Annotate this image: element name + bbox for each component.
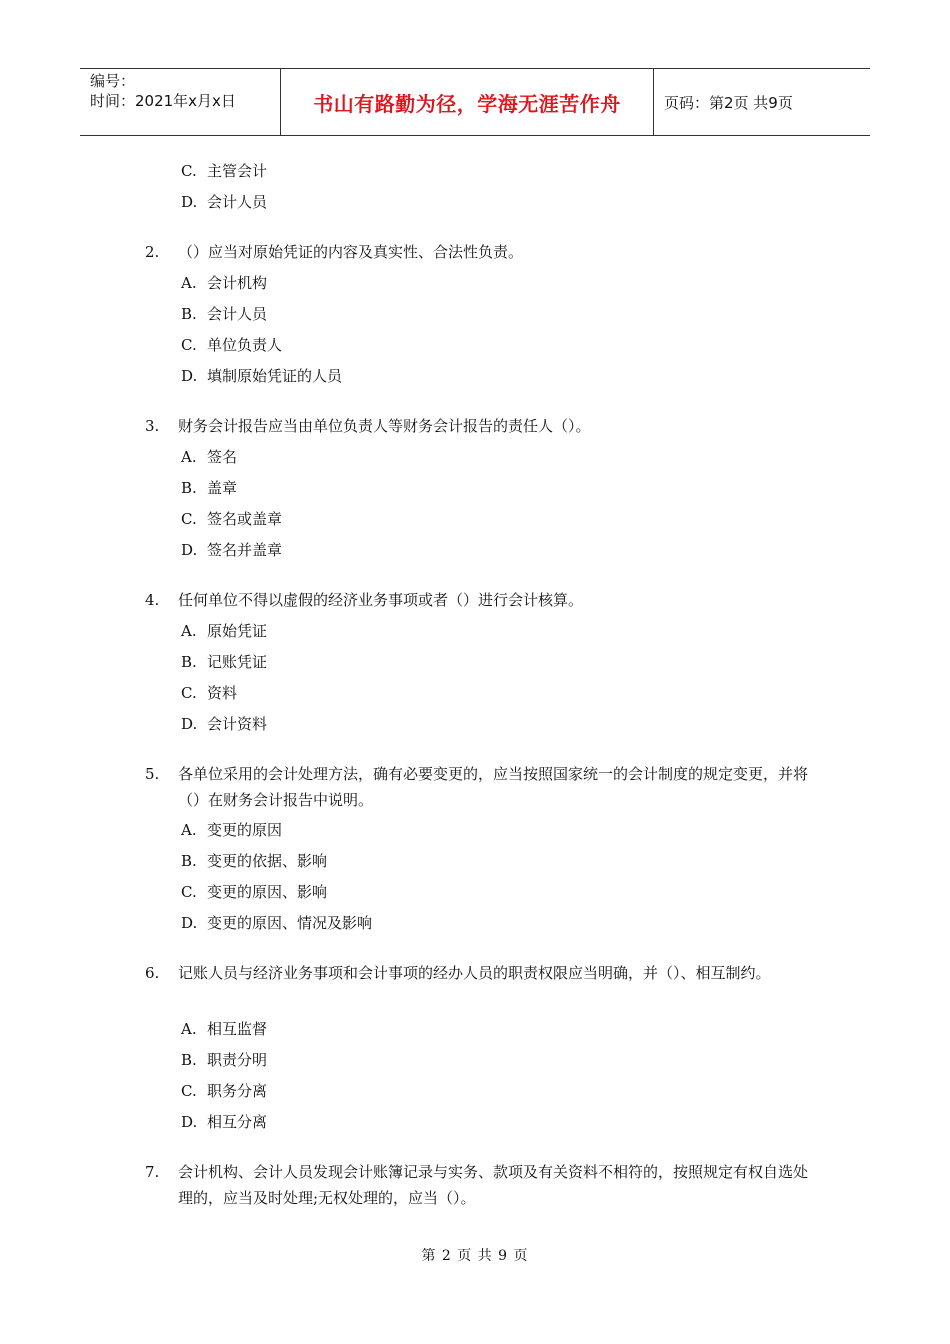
question-text: 各单位采用的会计处理方法，确有必要变更的，应当按照国家统一的会计制度的规定变更，并将（）在财务会计报告中说明。 xyxy=(178,765,809,809)
header-page-info: 页码：第2页 共9页 xyxy=(664,93,793,112)
option-item: C. 资料 xyxy=(181,684,238,702)
option-item: D. 填制原始凭证的人员 xyxy=(181,367,343,385)
question-text: 任何单位不得以虚假的经济业务事项或者（）进行会计核算。 xyxy=(178,591,584,609)
option-item: B. 变更的依据、影响 xyxy=(181,852,328,870)
option-item: A. 相互监督 xyxy=(181,1020,268,1038)
option-item: C. 签名或盖章 xyxy=(181,510,283,528)
option-item: C. 主管会计 xyxy=(181,162,268,180)
header-motto: 书山有路勤为径，学海无涯苦作舟 xyxy=(281,69,654,135)
option-item: A. 原始凭证 xyxy=(181,622,268,640)
question-number: 6. xyxy=(145,964,160,982)
option-item: D. 签名并盖章 xyxy=(181,541,283,559)
page-header xyxy=(80,68,870,136)
option-item: D. 会计资料 xyxy=(181,715,268,733)
option-item: A. 会计机构 xyxy=(181,274,268,292)
option-item: D. 相互分离 xyxy=(181,1113,268,1131)
date-label: 时间：2021年x月x日 xyxy=(90,92,236,110)
option-item: B. 盖章 xyxy=(181,479,238,497)
question-text: 财务会计报告应当由单位负责人等财务会计报告的责任人（）。 xyxy=(178,417,591,435)
question-number: 7. xyxy=(145,1163,160,1181)
option-item: D. 变更的原因、情况及影响 xyxy=(181,914,373,932)
question-number: 4. xyxy=(145,591,160,609)
option-item: D. 会计人员 xyxy=(181,193,268,211)
option-item: C. 职务分离 xyxy=(181,1082,268,1100)
question-number: 5. xyxy=(145,765,160,783)
option-item: C. 单位负责人 xyxy=(181,336,283,354)
question-number: 3. xyxy=(145,417,160,435)
option-item: B. 职责分明 xyxy=(181,1051,268,1069)
header-meta xyxy=(80,69,281,135)
page-footer: 第 2 页 共 9 页 xyxy=(421,1248,529,1264)
option-item: A. 签名 xyxy=(181,448,238,466)
question-text: 会计机构、会计人员发现会计账簿记录与实务、款项及有关资料不相符的，按照规定有权自选处理的，应当及时处理;无权处理的，应当（）。 xyxy=(178,1163,809,1207)
code-label: 编号： xyxy=(90,72,136,90)
option-item: A. 变更的原因 xyxy=(181,821,283,839)
question-number: 2. xyxy=(145,243,160,261)
question-text: （）应当对原始凭证的内容及真实性、合法性负责。 xyxy=(178,243,524,261)
question-text: 记账人员与经济业务事项和会计事项的经办人员的职责权限应当明确，并（）、相互制约。 xyxy=(178,964,771,982)
option-item: C. 变更的原因、影响 xyxy=(181,883,328,901)
option-item: B. 会计人员 xyxy=(181,305,268,323)
option-item: B. 记账凭证 xyxy=(181,653,268,671)
